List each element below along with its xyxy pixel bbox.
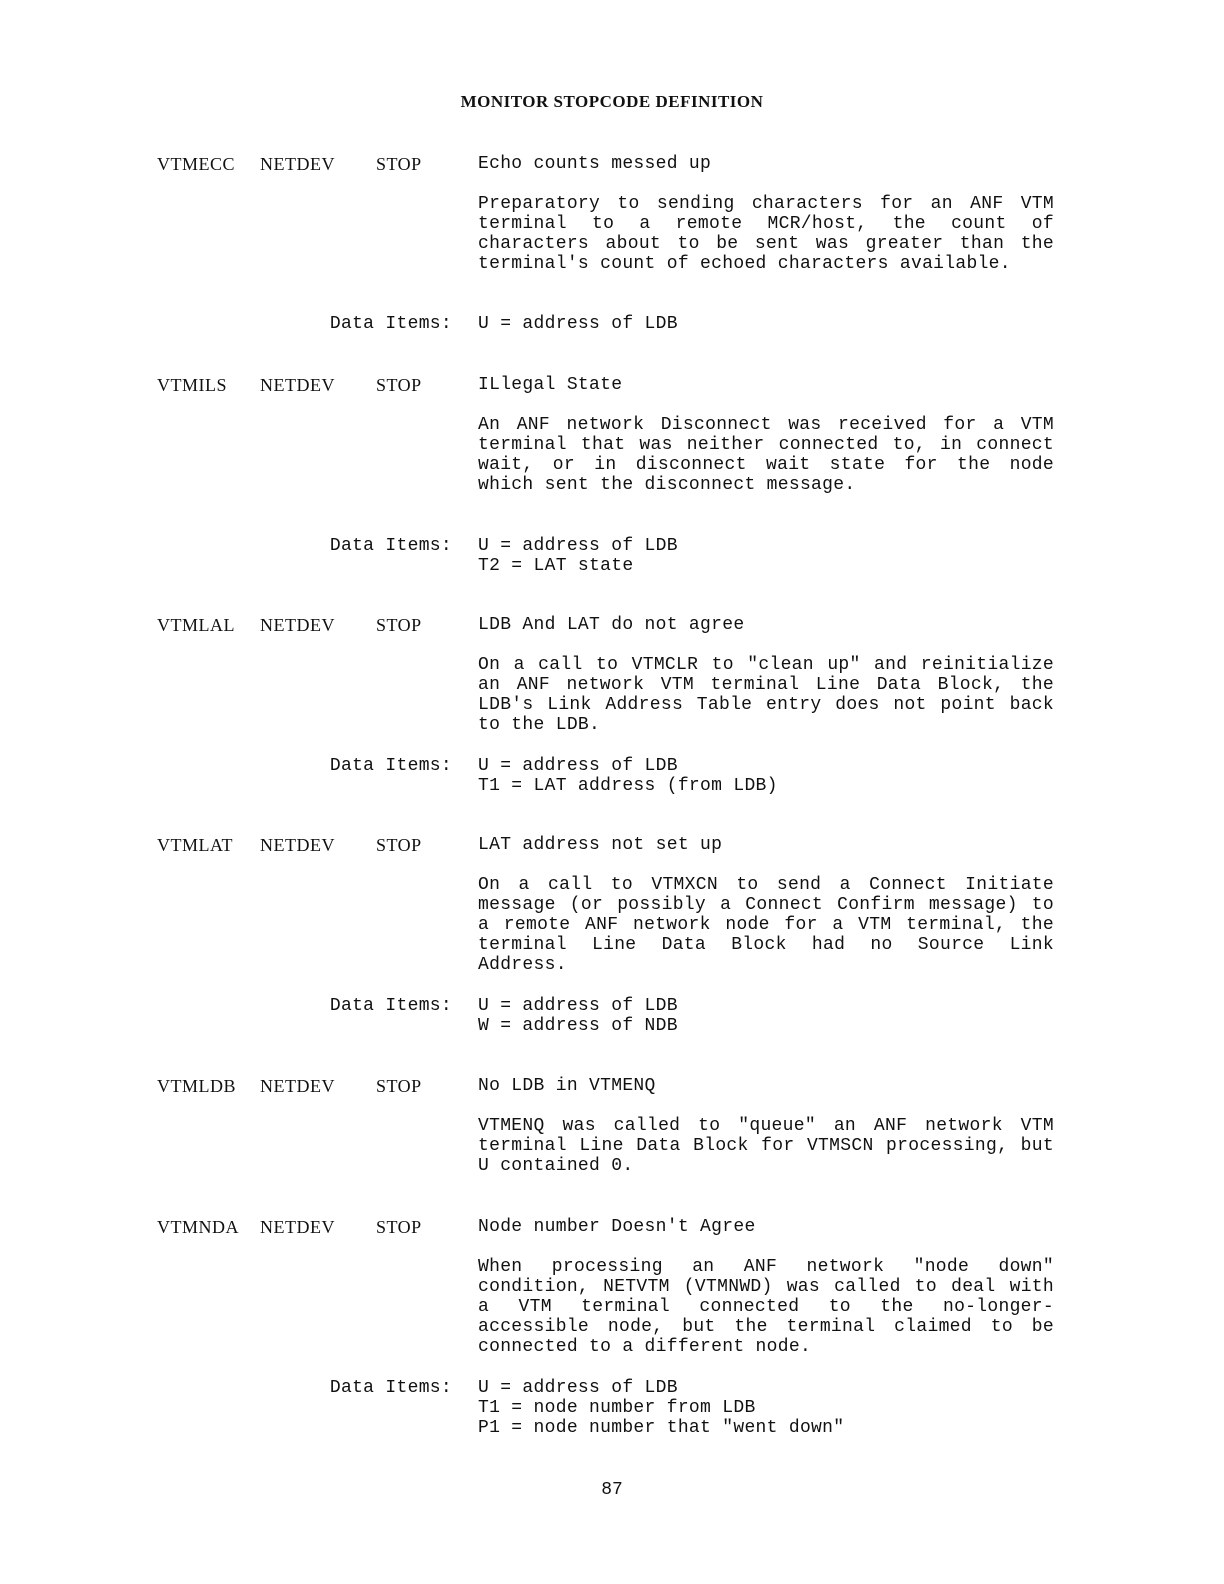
data-item: U = address of LDB xyxy=(478,996,678,1016)
data-item: T2 = LAT state xyxy=(478,556,634,576)
stopcode-heading: ILlegal State xyxy=(478,375,623,395)
stopcode-category: NETDEV xyxy=(260,1076,335,1096)
data-item: T1 = LAT address (from LDB) xyxy=(478,776,778,796)
data-item: T1 = node number from LDB xyxy=(478,1398,756,1418)
data-item: U = address of LDB xyxy=(478,1378,678,1398)
data-items-label: Data Items: xyxy=(329,1378,452,1398)
stopcode-heading: Node number Doesn't Agree xyxy=(478,1217,756,1237)
page-number: 87 xyxy=(601,1480,623,1500)
stopcode-name: VTMLAT xyxy=(157,835,233,855)
stopcode-name: VTMNDA xyxy=(157,1217,239,1237)
stopcode-category: NETDEV xyxy=(260,835,335,855)
data-items-list xyxy=(478,1378,844,1438)
stopcode-heading: LDB And LAT do not agree xyxy=(478,615,745,635)
stopcode-name: VTMLAL xyxy=(157,615,235,635)
stopcode-type: STOP xyxy=(376,154,422,174)
data-items-label: Data Items: xyxy=(329,996,452,1016)
stopcode-category: NETDEV xyxy=(260,615,335,635)
stopcode-type: STOP xyxy=(376,615,422,635)
data-item: U = address of LDB xyxy=(478,314,678,334)
stopcode-name: VTMLDB xyxy=(157,1076,236,1096)
stopcode-heading: Echo counts messed up xyxy=(478,154,712,174)
stopcode-description: Preparatory to sending characters for an ANF VTM terminal to a remote MCR/host, the count of characters about to be sent was greater than the terminal's count of echoed characters available. xyxy=(478,194,1054,274)
data-items-list xyxy=(478,314,678,334)
stopcode-heading: No LDB in VTMENQ xyxy=(478,1076,656,1096)
data-item: P1 = node number that "went down" xyxy=(478,1418,845,1438)
data-items-list xyxy=(478,756,778,796)
data-item: U = address of LDB xyxy=(478,756,678,776)
stopcode-type: STOP xyxy=(376,835,422,855)
data-items-label: Data Items: xyxy=(329,314,452,334)
stopcode-category: NETDEV xyxy=(260,1217,335,1237)
page-title: MONITOR STOPCODE DEFINITION xyxy=(460,92,764,111)
stopcode-description: On a call to VTMXCN to send a Connect Initiate message (or possibly a Connect Confirm message) to a remote ANF network node for a VTM terminal, the terminal Line Data Block had no Source Link Address. xyxy=(478,875,1054,975)
stopcode-name: VTMECC xyxy=(157,154,236,174)
stopcode-type: STOP xyxy=(376,375,422,395)
stopcode-heading: LAT address not set up xyxy=(478,835,723,855)
stopcode-description: On a call to VTMCLR to "clean up" and reinitialize an ANF network VTM terminal Line Data Block, the LDB's Link Address Table entry does not point back to the LDB. xyxy=(478,655,1054,735)
data-items-list xyxy=(478,996,678,1036)
stopcode-type: STOP xyxy=(376,1217,422,1237)
stopcode-description: VTMENQ was called to "queue" an ANF network VTM terminal Line Data Block for VTMSCN processing, but U contained 0. xyxy=(478,1116,1054,1176)
stopcode-name: VTMILS xyxy=(157,375,227,395)
data-items-label: Data Items: xyxy=(329,756,452,776)
data-item: U = address of LDB xyxy=(478,536,678,556)
data-items-list xyxy=(478,536,678,576)
data-item: W = address of NDB xyxy=(478,1016,678,1036)
stopcode-description: An ANF network Disconnect was received for a VTM terminal that was neither connected to, in connect wait, or in disconnect wait state for the node which sent the disconnect message. xyxy=(478,415,1054,495)
data-items-label: Data Items: xyxy=(329,536,452,556)
stopcode-category: NETDEV xyxy=(260,154,335,174)
stopcode-type: STOP xyxy=(376,1076,422,1096)
stopcode-category: NETDEV xyxy=(260,375,335,395)
stopcode-description: When processing an ANF network "node down" condition, NETVTM (VTMNWD) was called to deal with a VTM terminal connected to the no-longer-accessible node, but the terminal claimed to be connected to a different node. xyxy=(478,1257,1054,1357)
